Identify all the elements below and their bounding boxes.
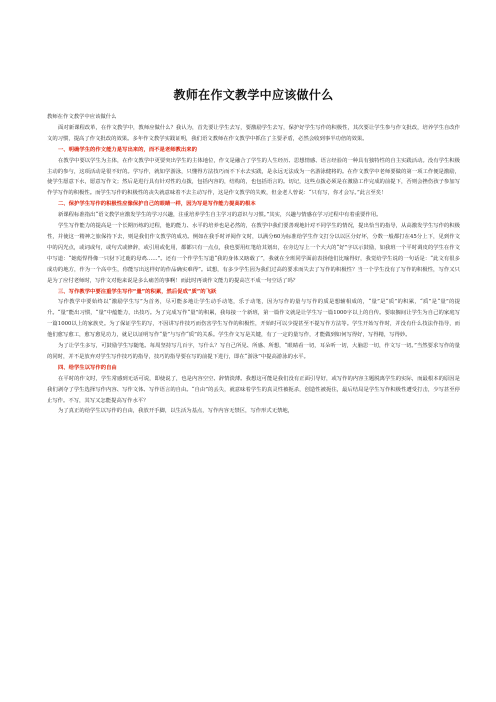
body-paragraph: 新课程标准指出“语文教学应激发学生的学习兴趣，注重培养学生自主学习的意识与习惯。”其实，兴趣与情感在学习过程中有着重要作用。 [58,212,382,219]
body-paragraph: 学生写作能力的提高是一个长期历练的过程，他的能力、水平的培养也是必然的，在教学中我们要善观地针对不同学生的情况，提出恰当的指导，从高激发学生写作的积极性，并使这一精神之旅保持下去，则是我们作文教学的成功。例如在我手时评阅作文时，以满分60为标准给学生作文打分以以区分好坏，分数一般都打在45分上下，见到作文中的闪光点，或词或句，或句式或修辞，或引用或化用，都都只有一点点，我也要用红笔给其划出，在旁边写上一个大大的“好”字以示鼓励，如我班一个平时调皮的学生在作文中写道：“她彪悍得像一只豺下过鹿的母鸡……”。还有一个作学生写道“我的身体又瞎载了”，我就在全班同学面前表扬他们比喻得好，我觉给学生说的一句话是：“此文有很多成功的地方，作为一个高中生，你能写出这样好的作品确实难得”。试想，有多少学生因为我们过高的要求而失去了写作的积极性？当一个学生没有了写作的积极性，写作又只是为了应付老师时，写作文对他来说是多么痛苦的事啊！而此时再谈作文能力的提高岂不成一句空话了吗？ [47,223,460,284]
body-paragraph: 为了让学生多写，可鼓励学生写随笔。每周坚持写几百字，写什么？写自己所见、所感、所想，“眼睛看一切，耳朵听一切，大脑思一切，作文写一切。”当然要求写作的量的同时，并不是放弃对学生写作技巧的指导，技巧的指导要在写的前提下进行，即在“游泳”中提高游泳的水平。 [47,343,460,360]
document-body [47,112,460,417]
body-paragraph: 面对新课程改革，在作文教学中，教师应做什么？我认为，首先要让学生去写，要激励学生去写，保护好学生写作的积极性，其次要让学生参与作文批改，培养学生自改作文的习惯，提高了作文批改的效果。多年作文教学实践证明，我们语文教师在作文教学中抓住了主要矛盾，必然会收到事半功倍的效果。 [47,124,460,142]
section-heading-4: 四、给学生以写作的自由 [58,364,117,371]
section-heading-2: 二、保护学生写作的积极性应像保护自己的眼睛一样，因为写是写作能力提高的根本 [58,201,256,208]
body-paragraph: 写作教学中要始终以“激励学生写”为首务，尽可能多地让学生动手动笔，乐于动笔，因为写作的量与写作的质是想辅相成的，“量”是“质”的积累，“质”是“量”的提升。“量”能出习惯，“量”中蕴能力，出技巧。为了完成写作“量”的积累，我每接一个新班，第一篇作文就是让学生写一篇1000字以上的自传。要取搁间让学生为自己的家庭写一篇1000以上的家族史。为了保证学生的写，不因讲写作技巧而伤害学生写作的积极性，开始时可以少提甚至不提写作方法等。学生开始写作时，并没有什么技法作指导，而他们愈写愈工，愈写愈见功力，就足以证明写作“量”与写作“质”的关系。学生作文写是关键，有了一定的量写作，才能做到如何写得好，写得精，写得妙。 [47,299,460,339]
body-paragraph: 在教学中要以学生为主体，在作文教学中更要突出学生的主体地位，作文是融合了学生的人生经历、思想情感、语言经验的一种具有独特性的自主实践活动。没有学生积极主动的参与，这项活动是很不好的。学写作，就如学游泳，只懂得方法技巧而不下水去实践，是永远无法成为一名游泳健将的。在作文教学中老师要做的第一项工作便是激励，使学生愿意下水，愿意写作文；然后是进行具有针对性的点拨，包括内容的，结构的，也包括语言的。切记，这些点拨必须是在激励工作完成的前提下，否则会挫伤孩子参加写作学写作的积极性。而学生写作的积极性的丧失就意味着不去主动写作，这是作文教学的失败，但金老人曾说：“只有写，你才会写。”此言至矣！ [47,157,460,197]
document-title: 教师在作文教学中应该做什么 [173,88,334,102]
intro-label: 教师在作文教学中应该做什么 [47,114,117,120]
section-heading-1: 一、明确学生的作文能力是写出来的，而不是老师教出来的 [58,146,197,153]
body-paragraph: 为了真正的给学生以写作的自由，我放开手脚，以生活为基点，写作内容无禁区，写作形式无禁地， [58,408,294,415]
body-paragraph: 在平时的作文时，学生常感到无话可说，即使说了，也是内容空空、辞情淡薄。我想这可能是我们没有正面引导好，或写作的内容主题脱离学生的实际，而最根本的原因是我们剥夺了学生选择写作内容、写作文体、写作语言的自由。“自由”的丢失，就意味着学生的真灵性被扼杀，创造性被扼住，最后结局是学生写作积极性遭受打击，少写甚至停止写作。不写，其写又怎能提高写作水平？ [47,375,460,404]
section-heading-3: 三、写作教学中要注重学生写作“量”的积累，然后促成“质”的飞跃 [58,288,217,295]
